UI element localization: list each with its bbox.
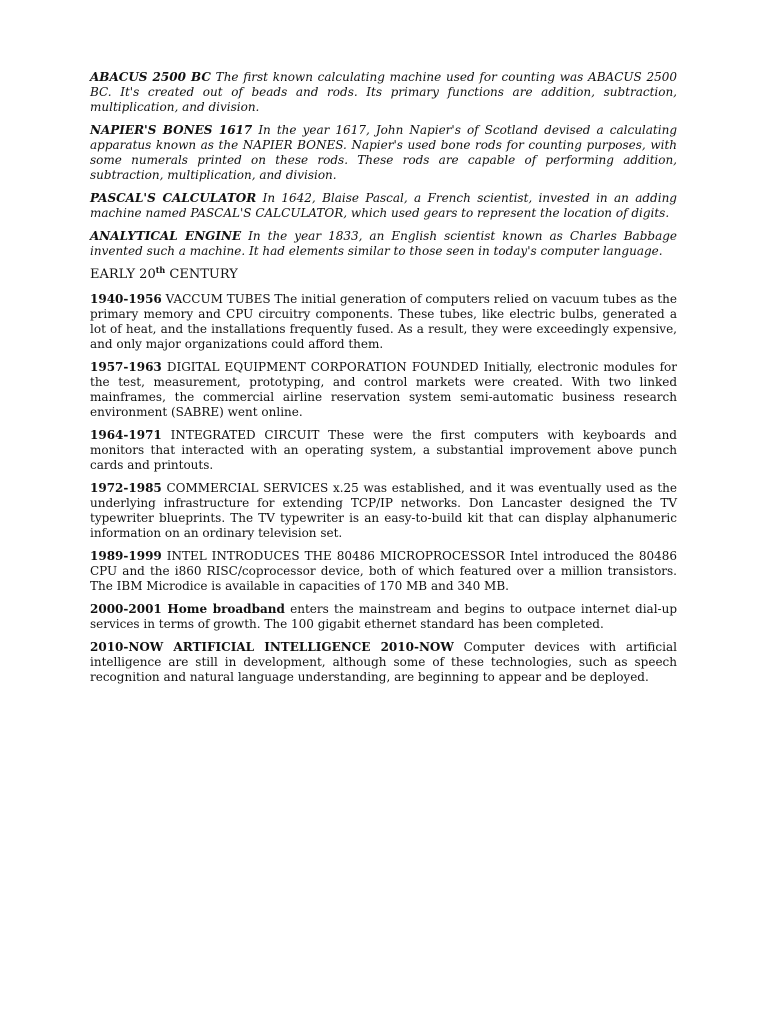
entry-body: Computer devices with artificial intelligence are still in development, although some of these technologies, such as speech recognition and natural language understanding, are beginning to appear and be deployed. <box>90 640 677 684</box>
entry-title: VACCUM TUBES <box>161 292 271 306</box>
entry-vacuum-tubes <box>90 292 677 352</box>
heading-suffix: CENTURY <box>165 267 238 282</box>
entry-body: Initially, electronic modules for the test, measurement, prototyping, and control markets were created. With two linked mainframes, the commercial airline reservation system semi-automatic business research environment (SABRE) went online. <box>90 360 677 419</box>
entry-body: x.25 was established, and it was eventually used as the underlying infrastructure for extending TCP/IP networks. Don Lancaster designed the TV typewriter blueprints. The TV typewriter is an easy-to-build kit that can display alphanumeric information on an ordinary television set. <box>90 481 677 540</box>
entry-abacus <box>90 70 677 115</box>
entry-heading: ANALYTICAL ENGINE <box>90 229 242 243</box>
entry-body: The initial generation of computers relied on vacuum tubes as the primary memory and CPU circuitry components. These tubes, like electric bulbs, generated a lot of heat, and the installations frequently fused. As a result, they were exceedingly expensive, and only major organizations could afford them. <box>90 292 677 351</box>
entry-body: These were the first computers with keyboards and monitors that interacted with an operating system, a substantial improvement above punch cards and printouts. <box>90 428 677 472</box>
heading-superscript: th <box>155 265 166 275</box>
entry-integrated-circuit <box>90 428 677 473</box>
entry-body: enters the mainstream and begins to outpace internet dial-up services in terms of growth. The 100 gigabit ethernet standard has been completed. <box>90 602 677 631</box>
entry-heading: NAPIER'S BONES 1617 <box>90 123 253 137</box>
entry-artificial-intelligence <box>90 640 677 685</box>
entry-pascals-calculator <box>90 191 677 221</box>
entry-napiers-bones <box>90 123 677 183</box>
entry-year: 1972-1985 <box>90 481 162 495</box>
entry-heading: ABACUS 2500 BC <box>90 70 211 84</box>
entry-home-broadband <box>90 602 677 632</box>
entry-year: 1940-1956 <box>90 292 162 306</box>
entry-title: COMMERCIAL SERVICES <box>161 481 329 495</box>
entry-title: ARTIFICIAL INTELLIGENCE 2010-NOW <box>163 640 454 654</box>
entry-body: Intel introduced the 80486 CPU and the i860 RISC/coprocessor device, both of which featured over a million transistors. The IBM Microdice is available in capacities of 170 MB and 340 MB. <box>90 549 678 593</box>
entry-body: In the year 1617, John Napier's of Scotland devised a calculating apparatus known as the NAPIER BONES. Napier's used bone rods for counting purposes, with some numerals printed on these rods. These rods are capable of performing addition, subtraction, multiplication, and division. <box>90 123 677 182</box>
entry-year: 1989-1999 <box>90 549 162 563</box>
entry-analytical-engine <box>90 229 677 259</box>
entry-year: 2000-2001 <box>90 602 162 616</box>
entry-heading: PASCAL'S CALCULATOR <box>90 191 257 205</box>
entry-intel-80486 <box>90 549 677 594</box>
entry-title: INTEL INTRODUCES THE 80486 MICROPROCESSOR <box>161 549 505 563</box>
entry-commercial-services <box>90 481 677 541</box>
entry-title: DIGITAL EQUIPMENT CORPORATION FOUNDED <box>161 360 479 374</box>
entry-body: In 1642, Blaise Pascal, a French scientist, invested in an adding machine named PASCAL'S CALCULATOR, which used gears to represent the location of digits. <box>90 191 677 220</box>
entry-body: The first known calculating machine used for counting was ABACUS 2500 BC. It's created out of beads and rods. Its primary functions are addition, subtraction, multiplication, and division. <box>90 70 677 114</box>
heading-prefix: EARLY 20 <box>90 267 156 282</box>
section-heading-early-20th-century <box>90 267 677 283</box>
entry-year: 1964-1971 <box>90 428 162 442</box>
entry-digital-equipment <box>90 360 677 420</box>
entry-title: INTEGRATED CIRCUIT <box>161 428 320 442</box>
entry-title: Home broadband <box>161 602 285 616</box>
entry-year: 1957-1963 <box>90 360 162 374</box>
entry-year: 2010-NOW <box>90 640 164 654</box>
entry-body: In the year 1833, an English scientist known as Charles Babbage invented such a machine. It had elements similar to those seen in today's computer language. <box>90 229 678 258</box>
